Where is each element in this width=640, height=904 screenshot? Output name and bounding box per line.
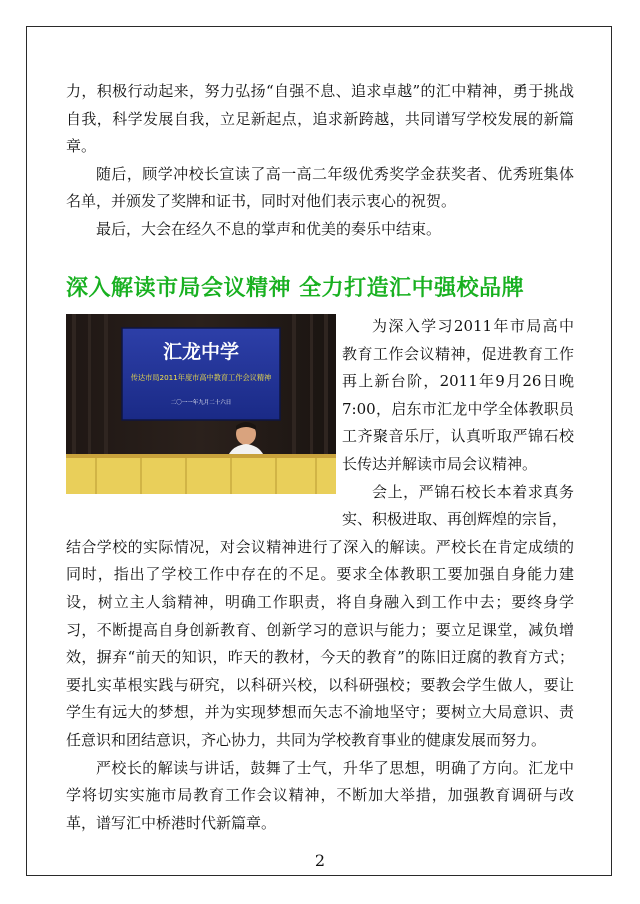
article-paragraph-3: 严校长的解读与讲话，鼓舞了士气，升华了思想，明确了方向。汇龙中学将切实实施市局教育工作会议精神，不断加大举措，加强教育调研与改革，谱写汇中桥港时代新篇章。 bbox=[66, 758, 574, 832]
intro-paragraph-2: 随后，顾学冲校长宣读了高一高二年级优秀奖学金获奖者、优秀班集体名单，并颁发了奖牌和证书，同时对他们表示衷心的祝贺。 bbox=[66, 164, 574, 211]
intro-paragraph-3: 最后，大会在经久不息的掌声和优美的奏乐中结束。 bbox=[96, 219, 442, 238]
article-body bbox=[66, 313, 574, 837]
article-paragraph-2-start: 会上，严锦石校长本着求真务实、积极进取、再创辉煌的宗旨， bbox=[342, 482, 574, 529]
screen-date: 二〇一一年九月二十六日 bbox=[170, 400, 232, 406]
article-paragraph-2-continued: 结合学校的实际情况，对会议精神进行了深入的解读。严校长在肯定成绩的同时，指出了学校工作中存在的不足。要求全体教职工要加强自身能力建设，树立主人翁精神，明确工作职责，将自身融入到工作中去；要终身学习，不断提高自身创新教育、创新学习的意识与能力；要立足课堂，减负增效，摒弃“前天的知识，昨天的教材，今天的教育”的陈旧迂腐的教育方式；要扎实革根实践与研究，以科研兴校，以科研强校；要教会学生做人，要让学生有远大的梦想，并为实现梦想而矢志不渝地坚守；要树立大局意识、责任意识和团结意识，齐心协力，共同为学校教育事业的健康发展而努力。 bbox=[66, 537, 574, 749]
screen-title: 汇龙中学 bbox=[162, 341, 240, 363]
article-paragraph-1: 为深入学习2011年市局高中教育工作会议精神，促进教育工作再上新台阶，2011年9月26日晚7:00，启东市汇龙中学全体教职员工齐聚音乐厅，认真听取严锦石校长传达并解读市局会议精神。 bbox=[342, 317, 574, 473]
article-title: 深入解读市局会议精神 全力打造汇中强校品牌 bbox=[66, 275, 525, 301]
page-number: 2 bbox=[314, 851, 326, 870]
screen-subtitle: 传达市局2011年度市高中教育工作会议精神 bbox=[130, 373, 272, 382]
intro-section bbox=[66, 78, 574, 244]
intro-paragraph-1: 力，积极行动起来，努力弘扬“自强不息、追求卓越”的汇中精神，勇于挑战自我，科学发展自我，立足新起点，追求新跨越，共同谱写学校发展的新篇章。 bbox=[66, 82, 574, 156]
